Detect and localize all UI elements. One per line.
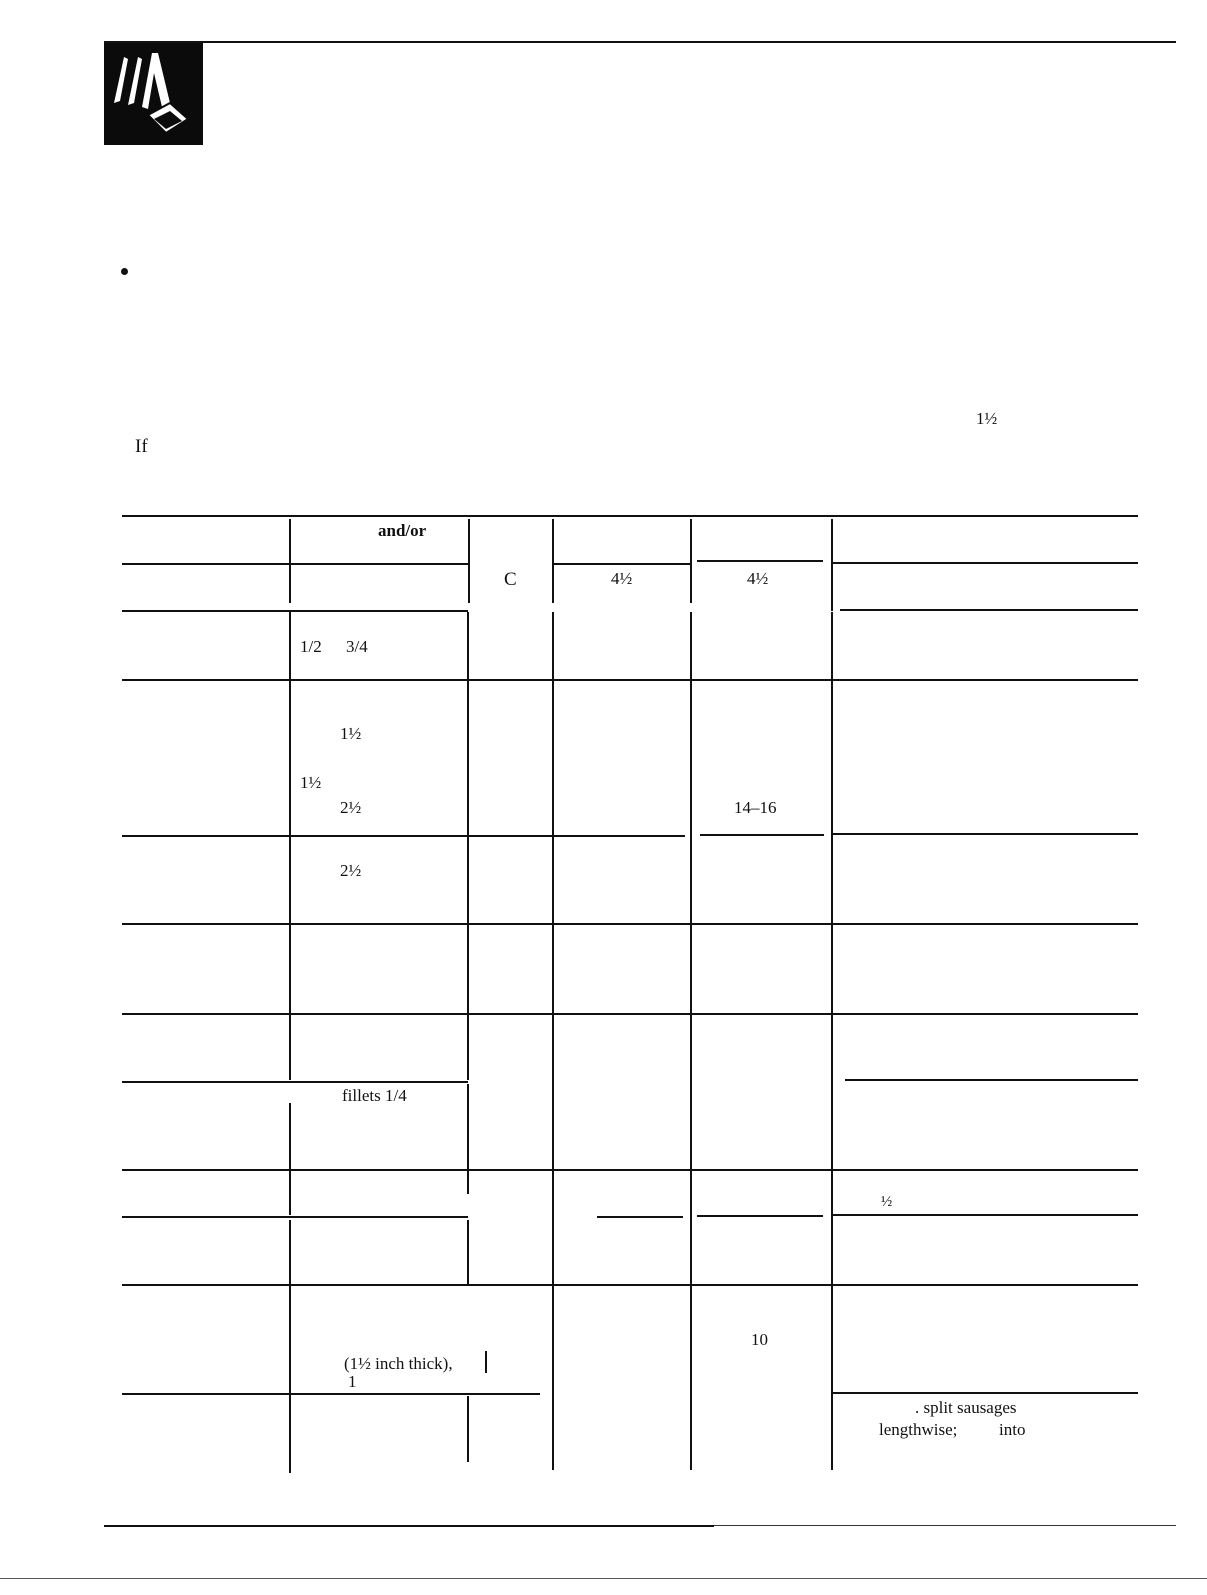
table-rule: [122, 563, 468, 565]
table-rule: [552, 612, 554, 1470]
table-rule: [122, 923, 1138, 925]
table-rule: [485, 1351, 487, 1373]
header-and-or: and/or: [378, 521, 427, 540]
header-value-4half-b: 4½: [747, 569, 769, 588]
note-half: ½: [881, 1194, 893, 1210]
table-rule: [467, 1220, 469, 1285]
table-rule: [289, 612, 291, 1080]
table-rule: [690, 612, 692, 1470]
table-rule: [289, 519, 291, 603]
table-rule: [122, 515, 1138, 517]
table-rule: [122, 1284, 1138, 1286]
table-rule: [845, 1079, 1138, 1081]
bullet: [121, 268, 128, 275]
fillets-quarter: fillets 1/4: [342, 1086, 407, 1105]
top-rule: [104, 41, 1176, 43]
note-lengthwise: lengthwise;: [879, 1420, 958, 1439]
table-rule: [832, 1392, 1138, 1394]
table-rule: [467, 1084, 469, 1194]
thickness-note: (1½ inch thick),: [344, 1354, 453, 1373]
thickness-one: 1: [348, 1372, 357, 1391]
footer-rule: [0, 1578, 1207, 1579]
thickness-2half-a: 2½: [340, 798, 362, 817]
table-rule: [697, 1215, 823, 1217]
time-14-16: 14–16: [734, 798, 777, 817]
table-rule: [289, 1103, 291, 1215]
bottom-rule-thick: [104, 1525, 714, 1527]
table-rule: [289, 1220, 291, 1473]
header-value-4half-a: 4½: [611, 569, 633, 588]
thickness-2half-b: 2½: [340, 861, 362, 880]
table-rule: [832, 562, 1138, 564]
table-rule: [832, 833, 1138, 835]
table-rule: [122, 610, 468, 612]
table-rule: [467, 1396, 469, 1462]
header-letter-c: C: [504, 569, 517, 590]
table-rule: [690, 519, 692, 603]
note-split-sausages: . split sausages: [915, 1398, 1017, 1417]
intro-fraction: 1½: [976, 409, 998, 428]
table-rule: [697, 560, 823, 562]
table-rule: [552, 519, 554, 603]
table-rule: [467, 612, 469, 1080]
thickness-1half-b: 1½: [300, 773, 322, 792]
note-into: into: [999, 1420, 1026, 1439]
table-rule: [831, 519, 833, 611]
table-rule: [122, 835, 685, 837]
table-rule: [122, 1393, 540, 1395]
table-rule: [468, 519, 470, 603]
time-10: 10: [751, 1330, 768, 1349]
thickness-1half-a: 1½: [340, 724, 362, 743]
thickness-half: 1/2: [300, 637, 322, 656]
table-rule: [553, 563, 691, 565]
intro-if-word: If: [135, 436, 148, 457]
thickness-three-quarter: 3/4: [346, 637, 368, 656]
table-rule: [700, 834, 824, 836]
table-rule: [840, 609, 1138, 611]
table-rule: [122, 1216, 468, 1218]
table-rule: [122, 679, 1138, 681]
table-rule: [832, 1214, 1138, 1216]
hand-pressing-pad-icon: [104, 43, 203, 145]
table-rule: [831, 612, 833, 1470]
table-rule: [597, 1216, 683, 1218]
table-rule: [122, 1081, 468, 1083]
table-rule: [122, 1169, 1138, 1171]
table-rule: [122, 1013, 1138, 1015]
